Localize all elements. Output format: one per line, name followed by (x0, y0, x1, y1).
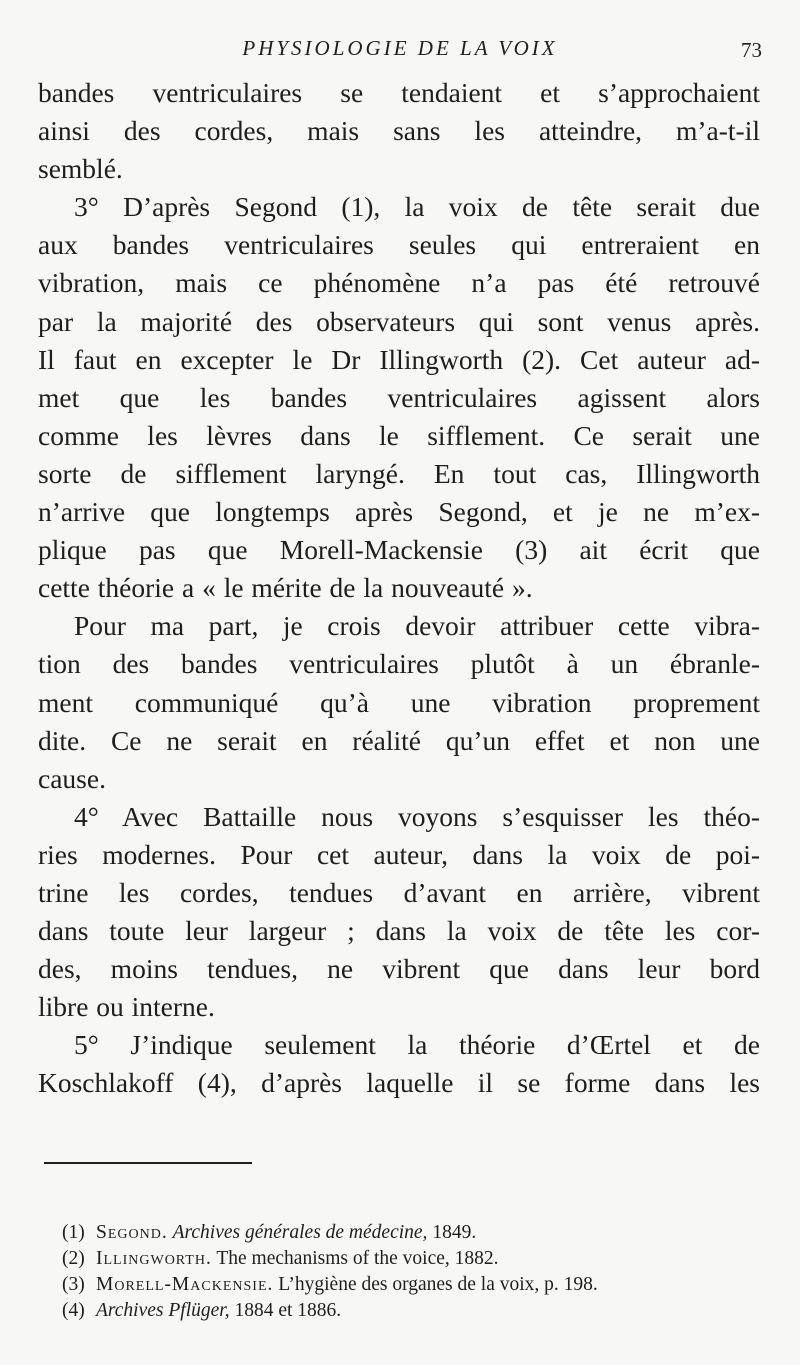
text-line: Il faut en excepter le Dr Illingworth (2). Cet auteur ad- (38, 343, 760, 375)
footnote-number: (2) (62, 1248, 85, 1269)
text-line: 5° J’indique seulement la théorie d’Œrtel et de (74, 1029, 760, 1061)
text-line: 4° Avec Battaille nous voyons s’esquisser les théo- (74, 800, 760, 832)
text-line: par la majorité des observateurs qui sont venus après. (38, 305, 760, 337)
footnote-title: Archives Pflüger, (96, 1300, 230, 1321)
body-text (38, 74, 760, 1103)
text-line: Pour ma part, je crois devoir attribuer cette vibra- (74, 610, 760, 642)
page-number: 73 (741, 38, 762, 62)
footnotes (62, 1220, 762, 1324)
footnote-number: (3) (62, 1274, 85, 1295)
running-head (0, 34, 800, 64)
text-line: 3° D’après Segond (1), la voix de tête serait due (74, 191, 760, 223)
text-line: semblé. (38, 153, 123, 185)
text-line: libre ou interne. (38, 991, 215, 1023)
footnote-author: Illingworth. (96, 1248, 212, 1269)
footnote-text: 1849. (427, 1222, 477, 1243)
text-line: trine les cordes, tendues d’avant en arrière, vibrent (38, 876, 760, 908)
text-line: dite. Ce ne serait en réalité qu’un effet et non une (38, 724, 760, 756)
text-line: plique pas que Morell-Mackensie (3) ait écrit que (38, 534, 760, 566)
text-line: vibration, mais ce phénomène n’a pas été retrouvé (38, 267, 760, 299)
footnote-item (62, 1298, 762, 1324)
footnote-title: Archives générales de médecine, (172, 1222, 428, 1243)
text-line: n’arrive que longtemps après Segond, et je ne m’ex- (38, 496, 760, 528)
text-line: met que les bandes ventriculaires agissent alors (38, 381, 760, 413)
text-line: tion des bandes ventriculaires plutôt à un ébranle- (38, 648, 760, 680)
footnote-item (62, 1220, 762, 1246)
footnote-text: 1884 et 1886. (229, 1300, 342, 1321)
footnote-author: Segond. (96, 1222, 168, 1243)
text-line: cause. (38, 762, 106, 794)
text-line: ries modernes. Pour cet auteur, dans la voix de poi- (38, 838, 760, 870)
text-line: ainsi des cordes, mais sans les atteindre, m’a-t-il (38, 115, 760, 147)
footnote-number: (1) (62, 1222, 85, 1243)
footnote-number: (4) (62, 1300, 85, 1321)
text-line: sorte de sifflement laryngé. En tout cas, Illingworth (38, 457, 760, 489)
footnote-rule (44, 1162, 252, 1164)
footnote-text: The mechanisms of the voice, 1882. (211, 1248, 499, 1269)
text-line: des, moins tendues, ne vibrent que dans leur bord (38, 953, 760, 985)
text-line: bandes ventriculaires se tendaient et s’approchaient (38, 77, 760, 108)
text-line: aux bandes ventriculaires seules qui entreraient en (38, 229, 760, 261)
text-line: cette théorie a « le mérite de la nouveauté ». (38, 572, 533, 604)
text-line: dans toute leur largeur ; dans la voix de tête les cor- (38, 915, 760, 947)
footnote-text: L’hygiène des organes de la voix, p. 198. (273, 1274, 598, 1295)
running-title: PHYSIOLOGIE DE LA VOIX (242, 36, 558, 60)
footnote-item (62, 1272, 762, 1298)
footnote-item (62, 1246, 762, 1272)
footnote-author: Morell-Mackensie. (96, 1274, 274, 1295)
text-line: Koschlakoff (4), d’après laquelle il se forme dans les (38, 1067, 760, 1099)
text-line: comme les lèvres dans le sifflement. Ce serait une (38, 419, 760, 451)
text-line: ment communiqué qu’à une vibration proprement (38, 686, 760, 718)
